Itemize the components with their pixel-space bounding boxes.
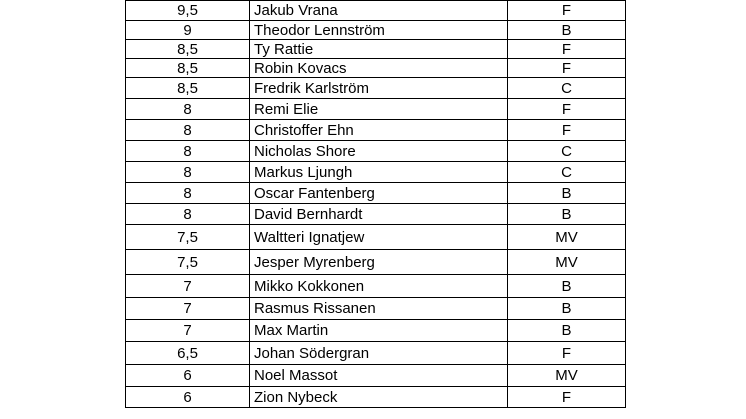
position-cell: C	[508, 141, 626, 162]
score-cell: 7,5	[126, 250, 250, 275]
score-cell: 8	[126, 162, 250, 183]
table-row	[126, 250, 626, 275]
player-ratings-body	[126, 1, 626, 408]
position-cell: B	[508, 320, 626, 342]
score-cell: 9,5	[126, 1, 250, 21]
table-row	[126, 78, 626, 99]
position-cell: F	[508, 40, 626, 59]
position-cell: F	[508, 1, 626, 21]
table-row	[126, 99, 626, 120]
player-name-cell: Johan Södergran	[250, 342, 508, 365]
table-row	[126, 320, 626, 342]
score-cell: 6	[126, 365, 250, 387]
score-cell: 8,5	[126, 78, 250, 99]
player-name-cell: Max Martin	[250, 320, 508, 342]
player-name-cell: Mikko Kokkonen	[250, 275, 508, 298]
player-name-cell: Theodor Lennström	[250, 21, 508, 40]
player-name-cell: Rasmus Rissanen	[250, 298, 508, 320]
player-name-cell: Oscar Fantenberg	[250, 183, 508, 204]
table-row	[126, 141, 626, 162]
table-row	[126, 162, 626, 183]
player-name-cell: Remi Elie	[250, 99, 508, 120]
table-row	[126, 21, 626, 40]
table-row	[126, 59, 626, 78]
position-cell: F	[508, 120, 626, 141]
table-row	[126, 40, 626, 59]
score-cell: 8	[126, 204, 250, 225]
score-cell: 7	[126, 275, 250, 298]
player-name-cell: Ty Rattie	[250, 40, 508, 59]
player-name-cell: Jesper Myrenberg	[250, 250, 508, 275]
player-name-cell: Noel Massot	[250, 365, 508, 387]
player-name-cell: Jakub Vrana	[250, 1, 508, 21]
position-cell: C	[508, 78, 626, 99]
position-cell: MV	[508, 225, 626, 250]
position-cell: F	[508, 99, 626, 120]
table-row	[126, 342, 626, 365]
player-name-cell: Waltteri Ignatjew	[250, 225, 508, 250]
player-ratings-table	[125, 0, 626, 408]
position-cell: B	[508, 298, 626, 320]
player-name-cell: Christoffer Ehn	[250, 120, 508, 141]
position-cell: B	[508, 275, 626, 298]
position-cell: F	[508, 59, 626, 78]
table-row	[126, 275, 626, 298]
table-row	[126, 387, 626, 408]
score-cell: 8	[126, 99, 250, 120]
score-cell: 8	[126, 120, 250, 141]
player-name-cell: Robin Kovacs	[250, 59, 508, 78]
position-cell: F	[508, 387, 626, 408]
table-row	[126, 225, 626, 250]
position-cell: F	[508, 342, 626, 365]
score-cell: 7	[126, 320, 250, 342]
score-cell: 8,5	[126, 59, 250, 78]
score-cell: 7,5	[126, 225, 250, 250]
score-cell: 8	[126, 183, 250, 204]
table-row	[126, 183, 626, 204]
player-name-cell: Fredrik Karlström	[250, 78, 508, 99]
score-cell: 7	[126, 298, 250, 320]
table-row	[126, 1, 626, 21]
position-cell: MV	[508, 250, 626, 275]
position-cell: MV	[508, 365, 626, 387]
position-cell: B	[508, 21, 626, 40]
table-row	[126, 204, 626, 225]
player-name-cell: David Bernhardt	[250, 204, 508, 225]
table-row	[126, 365, 626, 387]
score-cell: 9	[126, 21, 250, 40]
score-cell: 6,5	[126, 342, 250, 365]
player-name-cell: Zion Nybeck	[250, 387, 508, 408]
score-cell: 8,5	[126, 40, 250, 59]
position-cell: B	[508, 183, 626, 204]
table-row	[126, 298, 626, 320]
position-cell: B	[508, 204, 626, 225]
score-cell: 8	[126, 141, 250, 162]
score-cell: 6	[126, 387, 250, 408]
player-name-cell: Markus Ljungh	[250, 162, 508, 183]
table-row	[126, 120, 626, 141]
player-name-cell: Nicholas Shore	[250, 141, 508, 162]
position-cell: C	[508, 162, 626, 183]
